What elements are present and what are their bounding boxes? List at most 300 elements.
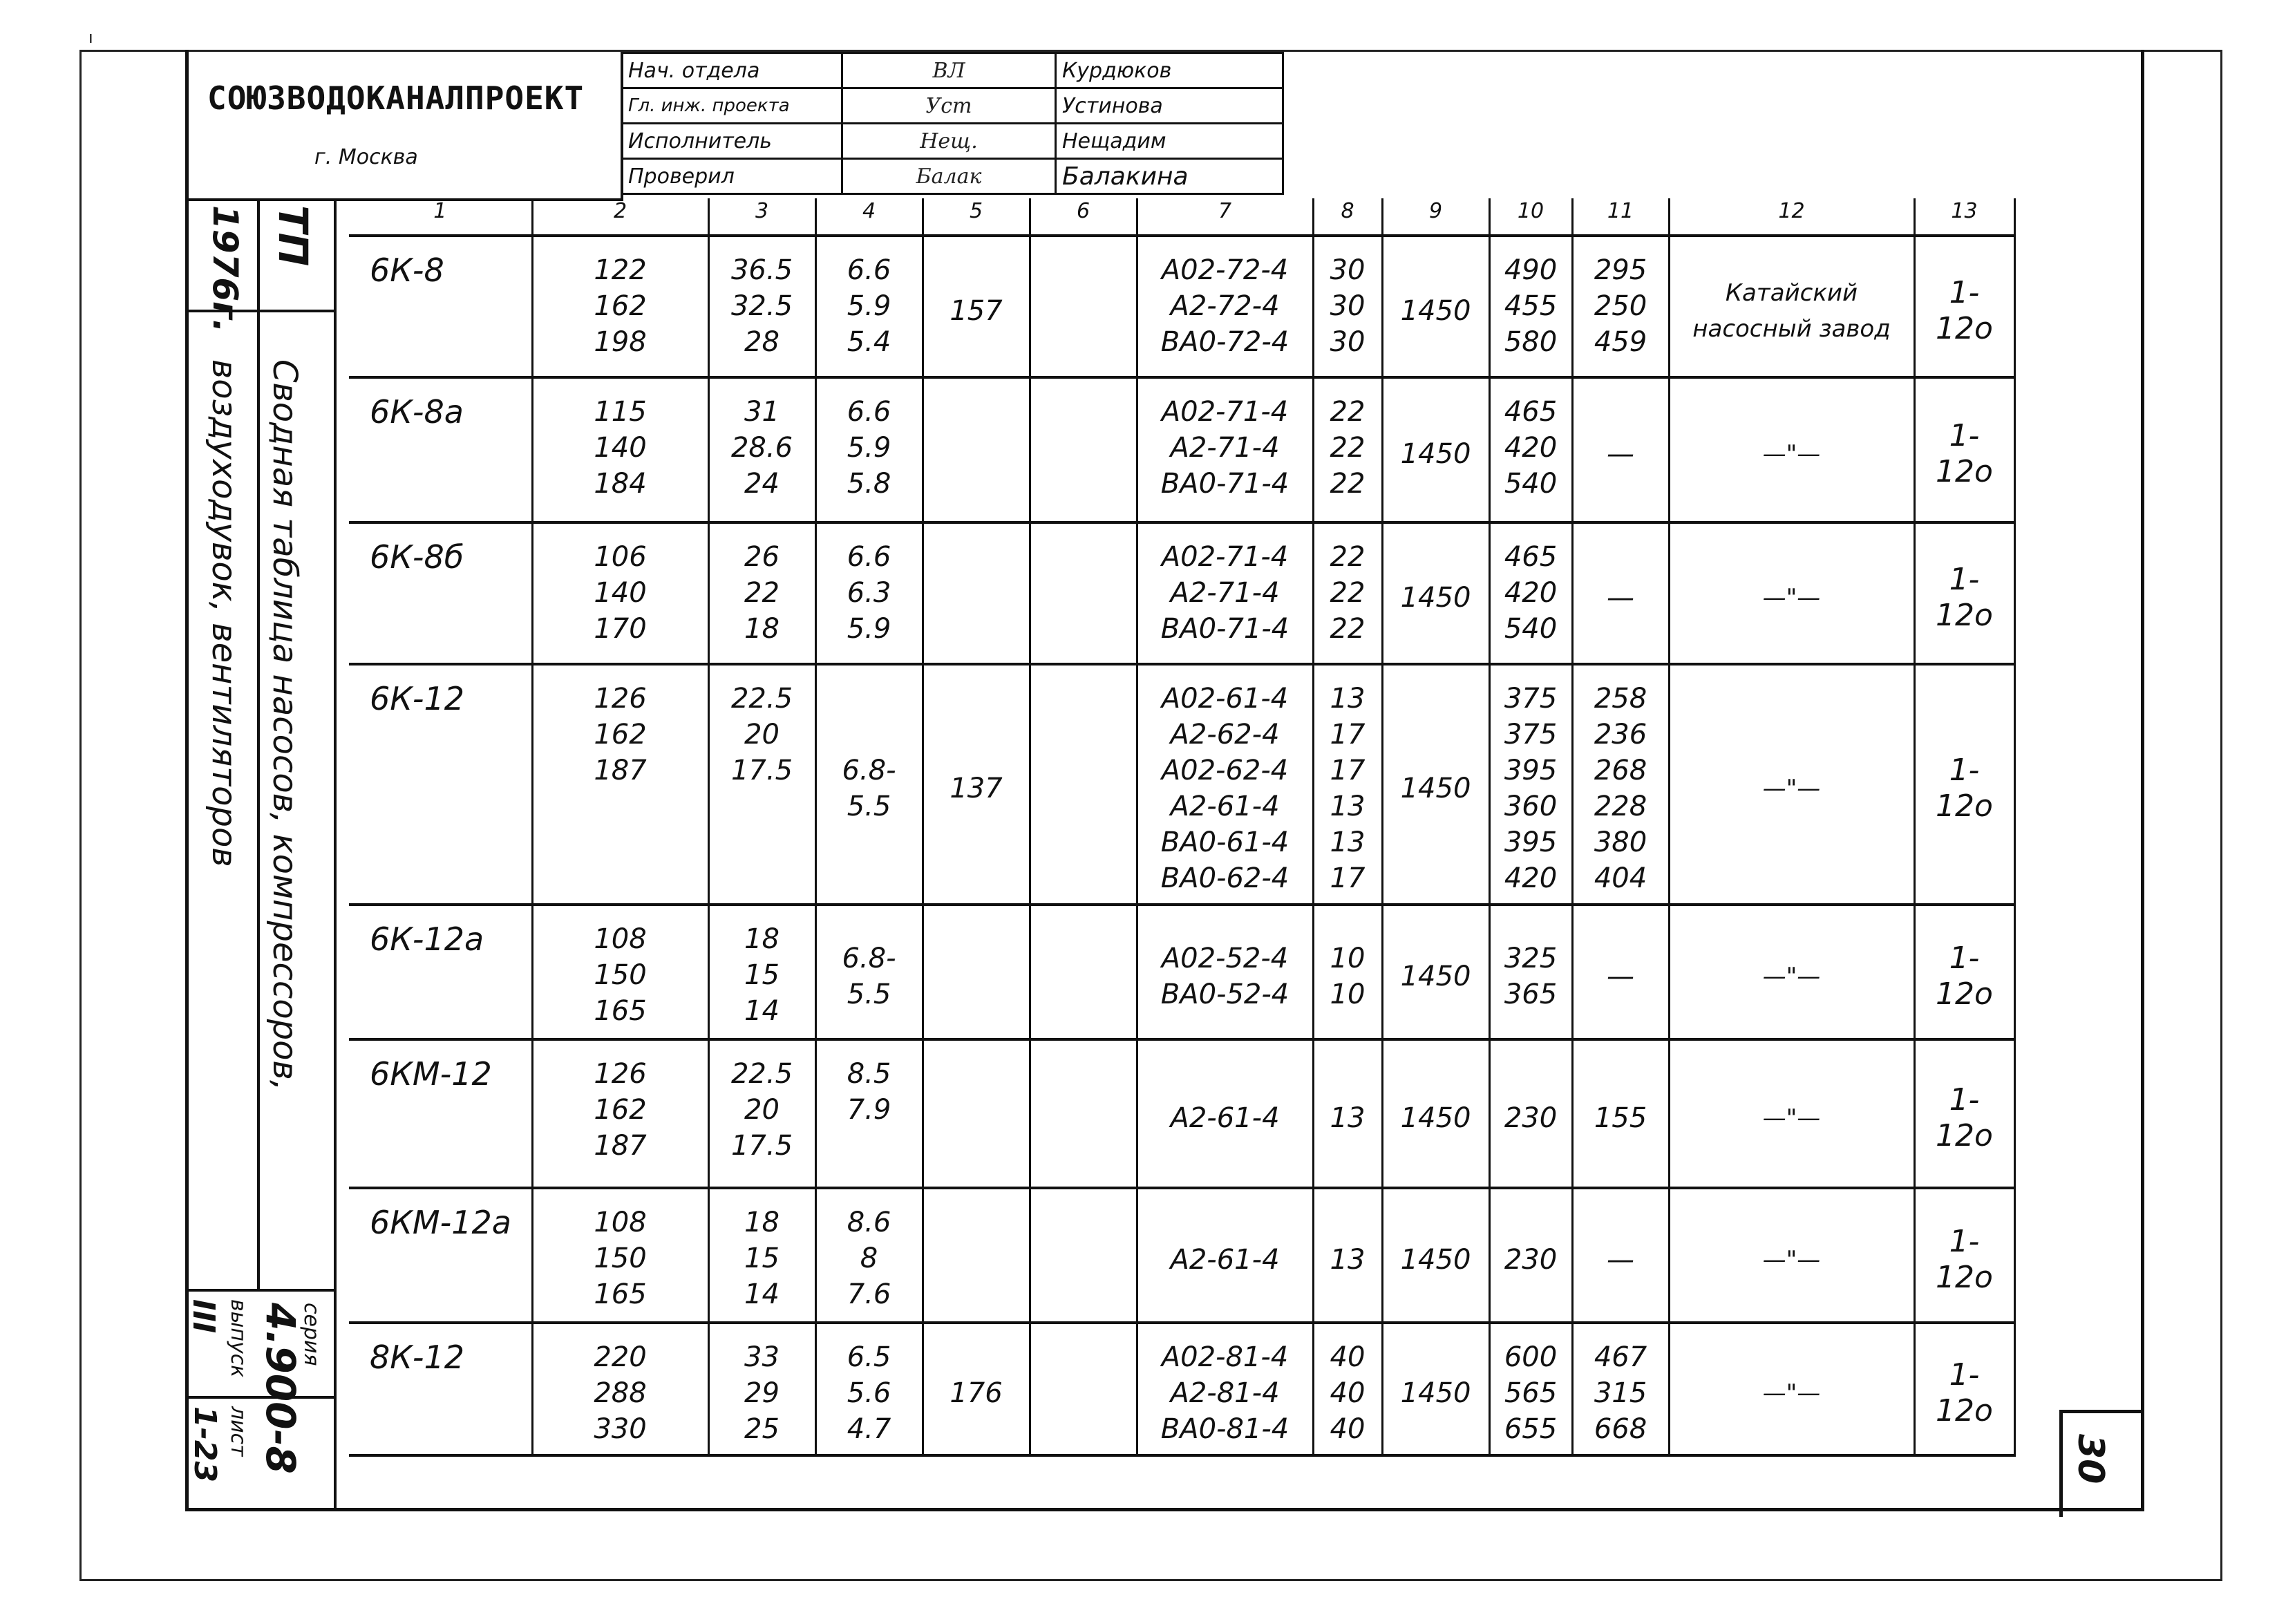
cell-line: 115 — [594, 396, 647, 428]
table-row — [349, 1039, 2014, 1188]
series-label: серия — [299, 1303, 323, 1366]
cell-line: 30 — [1330, 290, 1366, 322]
table-cell-3 — [708, 1039, 815, 1188]
table-cell-12: —"— — [1669, 1039, 1914, 1188]
table-cell-4 — [815, 1188, 923, 1323]
signature-cell: ВЛ — [842, 53, 1056, 88]
cell-line: 5.8 — [847, 468, 891, 500]
cell-line: 36.5 — [730, 254, 793, 286]
table-cell-1: 6К-8а — [349, 377, 532, 522]
table-cell-10 — [1489, 1323, 1572, 1455]
column-header: 1 — [349, 198, 532, 236]
table-cell-9: 1450 — [1382, 377, 1489, 522]
table-cell-7 — [1137, 1188, 1313, 1323]
table-cell-5: 157 — [923, 236, 1030, 377]
table-cell-8 — [1313, 522, 1382, 664]
cell-line: 6.3 — [847, 577, 891, 609]
table-cell-11: — — [1572, 1188, 1669, 1323]
cell-line: 6.5 — [847, 1341, 891, 1373]
table-cell-13: 1-12о — [1914, 1188, 2014, 1323]
cell-line: 198 — [594, 326, 647, 358]
table-cell-5 — [923, 522, 1030, 664]
cell-line: 467 — [1594, 1341, 1647, 1373]
cell-line: 25 — [744, 1413, 780, 1445]
cell-line: 22 — [1330, 577, 1366, 609]
cell-line: 420 — [1504, 432, 1558, 464]
cell-line: 22.5 — [730, 683, 793, 715]
table-cell-8 — [1313, 905, 1382, 1039]
cell-line: 236 — [1594, 719, 1647, 750]
column-header: 9 — [1382, 198, 1489, 236]
table-cell-13: 1-12о — [1914, 1039, 2014, 1188]
table-cell-3 — [708, 377, 815, 522]
cell-line: 325 — [1504, 942, 1558, 974]
table-cell-6 — [1030, 905, 1137, 1039]
cell-line: 28.6 — [730, 432, 793, 464]
table-cell-5 — [923, 377, 1030, 522]
cell-line: 26 — [744, 541, 780, 573]
cell-line: ВА0-61-4 — [1160, 827, 1289, 858]
cell-line: 6.8-5.5 — [842, 942, 896, 1010]
project-code: ТП — [270, 205, 316, 267]
cell-line: 14 — [744, 995, 780, 1027]
table-cell-7 — [1137, 1323, 1313, 1455]
cell-line: 15 — [744, 959, 780, 991]
cell-line: 17 — [1330, 719, 1366, 750]
cell-line: 375 — [1504, 683, 1558, 715]
cell-line: 126 — [594, 1058, 647, 1090]
cell-line: 230 — [1504, 1102, 1558, 1134]
cell-line: А2-62-4 — [1170, 719, 1280, 750]
table-cell-13: 1-12о — [1914, 905, 2014, 1039]
cell-line: 17.5 — [730, 1130, 793, 1162]
city: г. Москва — [314, 145, 418, 169]
cell-line: 295 — [1594, 254, 1647, 286]
table-cell-5 — [923, 1039, 1030, 1188]
cell-line: ВА0-71-4 — [1160, 613, 1289, 645]
cell-line: 170 — [594, 613, 647, 645]
signature-row — [622, 88, 1283, 124]
signature-row — [622, 53, 1283, 88]
column-header: 5 — [923, 198, 1030, 236]
cell-line: 655 — [1504, 1413, 1558, 1445]
table-cell-10 — [1489, 236, 1572, 377]
table-cell-2 — [532, 905, 708, 1039]
cell-line: 6.8-5.5 — [842, 755, 896, 822]
cell-line: 22 — [1330, 541, 1366, 573]
table-cell-9: 1450 — [1382, 236, 1489, 377]
table-cell-10 — [1489, 664, 1572, 905]
cell-line: 395 — [1504, 755, 1558, 786]
cell-line: 15 — [744, 1243, 780, 1274]
table-cell-7 — [1137, 905, 1313, 1039]
table-cell-2 — [532, 664, 708, 905]
table-cell-4 — [815, 664, 923, 905]
cell-line: А02-71-4 — [1161, 541, 1289, 573]
name-cell: Курдюков — [1056, 53, 1283, 88]
sheet-value: 1-23 — [187, 1406, 223, 1483]
cell-line: 6.6 — [847, 254, 891, 286]
cell-line: 106 — [594, 541, 647, 573]
cell-line: 580 — [1504, 326, 1558, 358]
sheet-label: лист — [226, 1406, 250, 1457]
table-cell-7 — [1137, 522, 1313, 664]
cell-line: А02-52-4 — [1161, 942, 1289, 974]
table-cell-11: 155 — [1572, 1039, 1669, 1188]
cell-line: 540 — [1504, 468, 1558, 500]
cell-line: А2-81-4 — [1170, 1377, 1280, 1409]
table-cell-11 — [1572, 1323, 1669, 1455]
signature-row — [622, 124, 1283, 159]
cell-line: 465 — [1504, 396, 1558, 428]
table-cell-6 — [1030, 377, 1137, 522]
table-cell-4 — [815, 377, 923, 522]
cell-line: 360 — [1504, 791, 1558, 822]
cell-line: А02-71-4 — [1161, 396, 1289, 428]
cell-line: 18 — [744, 613, 780, 645]
cell-line: 420 — [1504, 577, 1558, 609]
cell-line: 29 — [744, 1377, 780, 1409]
title-block — [185, 52, 623, 201]
cell-line: 258 — [1594, 683, 1647, 715]
signature-table — [621, 52, 1284, 195]
cell-line: 108 — [594, 923, 647, 955]
cell-line: ВА0-81-4 — [1160, 1413, 1289, 1445]
table-cell-1: 6К-8 — [349, 236, 532, 377]
side-divider — [185, 1289, 334, 1292]
table-cell-8 — [1313, 1039, 1382, 1188]
table-row — [349, 1323, 2014, 1455]
cell-line: А02-72-4 — [1161, 254, 1289, 286]
signature-cell: Уст — [842, 88, 1056, 124]
cell-line: 18 — [744, 923, 780, 955]
cell-line: 22 — [744, 577, 780, 609]
cell-line: 6.6 — [847, 541, 891, 573]
cell-line: 20 — [744, 719, 780, 750]
cell-line: 5.9 — [847, 432, 891, 464]
cell-line: 140 — [594, 577, 647, 609]
cell-line: 28 — [744, 326, 780, 358]
cell-line: А02-81-4 — [1161, 1341, 1289, 1373]
cell-line: 5.9 — [847, 613, 891, 645]
cell-line: 30 — [1330, 326, 1366, 358]
cell-line: 404 — [1594, 862, 1647, 894]
cell-line: 17 — [1330, 755, 1366, 786]
cell-line: 8 — [860, 1243, 878, 1274]
signature-row — [622, 159, 1283, 194]
cell-line: 150 — [594, 959, 647, 991]
cell-line: 7.6 — [847, 1278, 891, 1310]
table-cell-13: 1-12о — [1914, 1323, 2014, 1455]
cell-line: 40 — [1330, 1377, 1366, 1409]
cell-line: 18 — [744, 1207, 780, 1238]
table-cell-9: 1450 — [1382, 1039, 1489, 1188]
cell-line: 8.6 — [847, 1207, 891, 1238]
table-cell-5: 137 — [923, 664, 1030, 905]
table-cell-6 — [1030, 1323, 1137, 1455]
table-cell-1: 6К-12 — [349, 664, 532, 905]
table-cell-9: 1450 — [1382, 1323, 1489, 1455]
table-cell-1: 8К-12 — [349, 1323, 532, 1455]
cell-line: ВА0-71-4 — [1160, 468, 1289, 500]
cell-line: 395 — [1504, 827, 1558, 858]
cell-line: 268 — [1594, 755, 1647, 786]
table-cell-6 — [1030, 1039, 1137, 1188]
cell-line: 184 — [594, 468, 647, 500]
cell-line: 162 — [594, 719, 647, 750]
cell-line: ВА0-72-4 — [1160, 326, 1289, 358]
table-cell-12: —"— — [1669, 377, 1914, 522]
series-value: 4.900-8 — [257, 1303, 304, 1474]
cell-line: 33 — [744, 1341, 780, 1373]
organization-name: СОЮЗВОДОКАНАЛПРОЕКТ — [207, 79, 585, 117]
cell-line: 228 — [1594, 791, 1647, 822]
table-cell-11 — [1572, 664, 1669, 905]
cell-line: 6.6 — [847, 396, 891, 428]
cell-line: 13 — [1330, 791, 1366, 822]
table-cell-1: 6К-12а — [349, 905, 532, 1039]
table-cell-10 — [1489, 377, 1572, 522]
signature-cell: Балак — [842, 159, 1056, 194]
page-number-box — [2059, 1410, 2142, 1517]
column-header: 13 — [1914, 198, 2014, 236]
table-cell-12: Катайский насосный завод — [1669, 236, 1914, 377]
table-cell-4 — [815, 905, 923, 1039]
table-cell-3 — [708, 1323, 815, 1455]
table-row — [349, 522, 2014, 664]
table-cell-3 — [708, 522, 815, 664]
table-row — [349, 236, 2014, 377]
cell-line: 150 — [594, 1243, 647, 1274]
column-header: 6 — [1030, 198, 1137, 236]
name-cell: Нещадим — [1056, 124, 1283, 159]
column-header: 12 — [1669, 198, 1914, 236]
name-cell: Балакина — [1056, 159, 1283, 194]
cell-line: 17 — [1330, 862, 1366, 894]
side-divider — [257, 198, 260, 1290]
cell-line: А2-61-4 — [1170, 791, 1280, 822]
cell-line: 20 — [744, 1094, 780, 1126]
column-header: 10 — [1489, 198, 1572, 236]
corner-mark: ı — [88, 28, 93, 47]
cell-line: 13 — [1330, 683, 1366, 715]
table-row — [349, 377, 2014, 522]
table-cell-11: — — [1572, 522, 1669, 664]
header-row — [349, 198, 2014, 236]
table-cell-10 — [1489, 522, 1572, 664]
table-cell-7 — [1137, 664, 1313, 905]
cell-line: А02-61-4 — [1161, 683, 1289, 715]
table-cell-12: —"— — [1669, 1323, 1914, 1455]
column-header: 4 — [815, 198, 923, 236]
cell-line: 24 — [744, 468, 780, 500]
cell-line: 31 — [744, 396, 780, 428]
table-cell-4 — [815, 236, 923, 377]
table-body — [349, 236, 2014, 1455]
role-cell: Нач. отдела — [622, 53, 842, 88]
table-cell-2 — [532, 236, 708, 377]
table-cell-5: 176 — [923, 1323, 1030, 1455]
table-cell-1: 6КМ-12а — [349, 1188, 532, 1323]
cell-line: 22 — [1330, 468, 1366, 500]
table-cell-6 — [1030, 236, 1137, 377]
cell-line: 40 — [1330, 1341, 1366, 1373]
year-label: 1976г. — [205, 205, 245, 333]
cell-line: 288 — [594, 1377, 647, 1409]
cell-line: 162 — [594, 1094, 647, 1126]
pump-table — [349, 198, 2016, 1457]
signature-cell: Нещ. — [842, 124, 1056, 159]
cell-line: 230 — [1504, 1243, 1558, 1276]
cell-line: 490 — [1504, 254, 1558, 286]
table-cell-9: 1450 — [1382, 905, 1489, 1039]
cell-line: 108 — [594, 1207, 647, 1238]
column-header: 8 — [1313, 198, 1382, 236]
table-cell-7 — [1137, 377, 1313, 522]
table-cell-13: 1-12о — [1914, 664, 2014, 905]
cell-line: 126 — [594, 683, 647, 715]
table-cell-8 — [1313, 377, 1382, 522]
cell-line: 315 — [1594, 1377, 1647, 1409]
table-cell-12: —"— — [1669, 1188, 1914, 1323]
issue-label: выпуск — [226, 1299, 250, 1378]
table-cell-2 — [532, 522, 708, 664]
table-cell-5 — [923, 1188, 1030, 1323]
cell-line: 4.7 — [847, 1413, 891, 1445]
table-row — [349, 1188, 2014, 1323]
table-cell-13: 1-12о — [1914, 377, 2014, 522]
table-cell-4 — [815, 1039, 923, 1188]
table-cell-11 — [1572, 236, 1669, 377]
table-cell-10 — [1489, 905, 1572, 1039]
cell-line: 5.9 — [847, 290, 891, 322]
cell-line: 165 — [594, 995, 647, 1027]
cell-line: 8.5 — [847, 1058, 891, 1090]
table-cell-3 — [708, 236, 815, 377]
table-cell-4 — [815, 522, 923, 664]
table-cell-1: 6К-8б — [349, 522, 532, 664]
table-cell-9: 1450 — [1382, 1188, 1489, 1323]
cell-line: 420 — [1504, 862, 1558, 894]
column-header: 7 — [1137, 198, 1313, 236]
issue-value: III — [186, 1299, 221, 1334]
table-row — [349, 905, 2014, 1039]
table-caption-line2: воздуходувок, вентиляторов — [205, 359, 243, 867]
cell-line: 22.5 — [730, 1058, 793, 1090]
cell-line: 122 — [594, 254, 647, 286]
table-cell-2 — [532, 1188, 708, 1323]
table-cell-3 — [708, 905, 815, 1039]
cell-line: А2-61-4 — [1170, 1243, 1280, 1276]
cell-line: 13 — [1330, 1102, 1366, 1134]
table-cell-13: 1-12о — [1914, 236, 2014, 377]
role-cell: Исполнитель — [622, 124, 842, 159]
cell-line: 380 — [1594, 827, 1647, 858]
table-cell-3 — [708, 664, 815, 905]
cell-line: 7.9 — [847, 1094, 891, 1126]
cell-line: 5.4 — [847, 326, 891, 358]
table-cell-8 — [1313, 1188, 1382, 1323]
table-cell-8 — [1313, 1323, 1382, 1455]
column-header: 11 — [1572, 198, 1669, 236]
cell-line: 40 — [1330, 1413, 1366, 1445]
cell-line: 565 — [1504, 1377, 1558, 1409]
table-cell-12: —"— — [1669, 664, 1914, 905]
cell-line: 140 — [594, 432, 647, 464]
table-cell-7 — [1137, 1039, 1313, 1188]
cell-line: 465 — [1504, 541, 1558, 573]
cell-line: 365 — [1504, 978, 1558, 1010]
cell-line: 13 — [1330, 1243, 1366, 1276]
column-header: 3 — [708, 198, 815, 236]
table-caption-line1: Сводная таблица насосов, компрессоров, — [265, 359, 304, 1091]
table-cell-12: —"— — [1669, 905, 1914, 1039]
table-cell-2 — [532, 377, 708, 522]
cell-line: ВА0-62-4 — [1160, 862, 1289, 894]
cell-line: 14 — [744, 1278, 780, 1310]
name-cell: Устинова — [1056, 88, 1283, 124]
table-row — [349, 664, 2014, 905]
table-cell-6 — [1030, 664, 1137, 905]
cell-line: 22 — [1330, 396, 1366, 428]
cell-line: 600 — [1504, 1341, 1558, 1373]
cell-line: 162 — [594, 290, 647, 322]
cell-line: 10 — [1330, 942, 1366, 974]
cell-line: 220 — [594, 1341, 647, 1373]
cell-line: А2-71-4 — [1170, 577, 1280, 609]
table-cell-1: 6КМ-12 — [349, 1039, 532, 1188]
cell-line: 455 — [1504, 290, 1558, 322]
table-cell-3 — [708, 1188, 815, 1323]
cell-line: А2-71-4 — [1170, 432, 1280, 464]
table-cell-5 — [923, 905, 1030, 1039]
role-cell: Проверил — [622, 159, 842, 194]
cell-line: 165 — [594, 1278, 647, 1310]
cell-line: А02-62-4 — [1161, 755, 1289, 786]
table-cell-4 — [815, 1323, 923, 1455]
table-cell-10 — [1489, 1039, 1572, 1188]
cell-line: 5.6 — [847, 1377, 891, 1409]
cell-line: 250 — [1594, 290, 1647, 322]
table-cell-10 — [1489, 1188, 1572, 1323]
column-header: 2 — [532, 198, 708, 236]
cell-line: 13 — [1330, 827, 1366, 858]
table-cell-6 — [1030, 1188, 1137, 1323]
table-cell-2 — [532, 1039, 708, 1188]
table-cell-8 — [1313, 236, 1382, 377]
table-cell-13: 1-12о — [1914, 522, 2014, 664]
cell-line: 17.5 — [730, 755, 793, 786]
cell-line: 187 — [594, 1130, 647, 1162]
cell-line: А2-72-4 — [1170, 290, 1280, 322]
role-cell: Гл. инж. проекта — [622, 88, 842, 124]
cell-line: ВА0-52-4 — [1160, 978, 1289, 1010]
table-cell-7 — [1137, 236, 1313, 377]
cell-line: 330 — [594, 1413, 647, 1445]
table-cell-9: 1450 — [1382, 664, 1489, 905]
cell-line: 459 — [1594, 326, 1647, 358]
cell-line: 668 — [1594, 1413, 1647, 1445]
cell-line: А2-61-4 — [1170, 1102, 1280, 1134]
cell-line: 375 — [1504, 719, 1558, 750]
cell-line: 540 — [1504, 613, 1558, 645]
page-number: 30 — [2070, 1434, 2111, 1484]
table-cell-12: —"— — [1669, 522, 1914, 664]
cell-line: 187 — [594, 755, 647, 786]
cell-line: 10 — [1330, 978, 1366, 1010]
cell-line: 22 — [1330, 432, 1366, 464]
table-cell-9: 1450 — [1382, 522, 1489, 664]
